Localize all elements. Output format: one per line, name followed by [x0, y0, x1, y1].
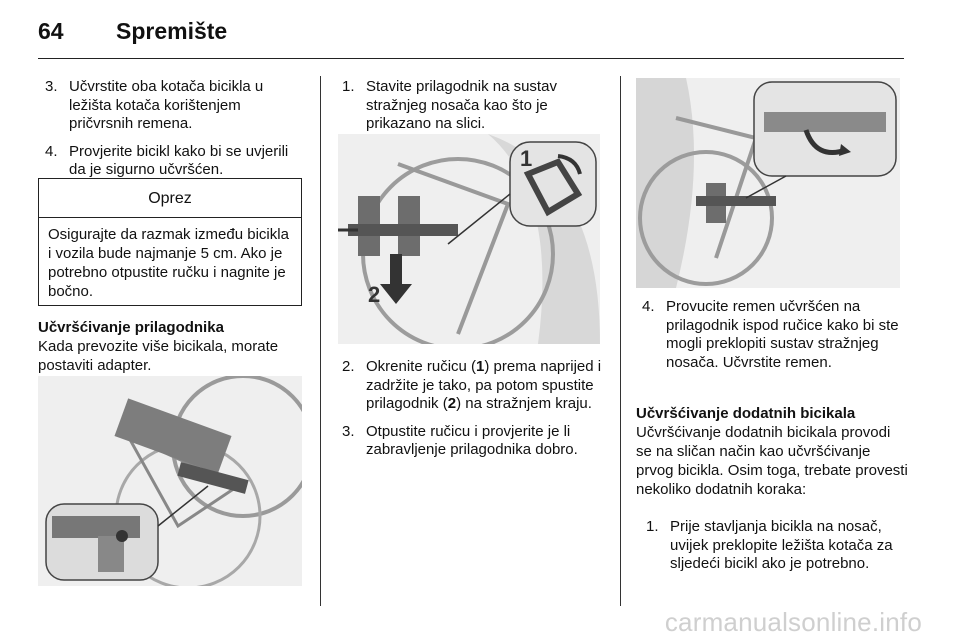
- column-separator-2: [620, 76, 621, 606]
- col2-steps-a: [342, 78, 604, 143]
- caution-box: [38, 178, 302, 306]
- list-item: 4. Provjerite bicikl kako bi se uvjerili da je sigurno učvršćen.: [45, 142, 289, 178]
- list-item: 2. Okrenite ručicu (1) prema naprijed i zadržite je tako, pa potom spustite prilagodnik (2) na stražnjem kraju.: [342, 358, 602, 412]
- list-item: 3. Otpustite ručicu i provjerite je li zabravljenje prilagodnika dobro.: [342, 422, 578, 458]
- list-item: 1. Stavite prilagodnik na sustav stražnjeg nosača kao što je prikazano na slici.: [342, 78, 557, 132]
- watermark: carmanualsonline.info: [664, 607, 922, 637]
- col1-steps: [45, 78, 307, 189]
- caution-title: Oprez: [39, 179, 301, 218]
- col3-steps-b: [646, 518, 908, 583]
- illustration-adapter-mount: [338, 134, 600, 344]
- figure-label-1: 1: [520, 146, 533, 171]
- list-item: 1. Prije stavljanja bicikla na nosač, uvijek preklopite ležišta kotača za sljedeći bicikl ako je potrebno.: [646, 518, 893, 572]
- col2-steps-b: [342, 358, 604, 469]
- column-separator-1: [320, 76, 321, 606]
- header-rule: [38, 58, 904, 59]
- col3-steps-a: [642, 298, 904, 381]
- caution-text: Osigurajte da razmak između bicikla i vozila bude najmanje 5 cm. Ako je potrebno otpustite ručku i nagnite je bočno.: [48, 226, 289, 300]
- section-text-adapter: Kada prevozite više bicikala, morate postaviti adapter.: [38, 338, 279, 374]
- figure-label-2: 2: [368, 282, 381, 307]
- page-title: Spremište: [116, 18, 228, 44]
- section-heading-additional-bikes: Učvršćivanje dodatnih bicikala: [636, 405, 856, 422]
- list-item: 4. Provucite remen učvršćen na prilagodnik ispod ručice kako bi ste mogli preklopiti sustav stražnjeg nosača. Učvrstite remen.: [642, 298, 899, 371]
- section-heading-adapter: Učvršćivanje prilagodnika: [38, 319, 224, 336]
- illustration-bike-carrier-detail: [38, 376, 302, 586]
- list-item: 3. Učvrstite oba kotača bicikla u ležišta kotača korištenjem pričvrsnih remena.: [45, 78, 264, 132]
- section-text-additional-bikes: Učvršćivanje dodatnih bicikala provodi se na sličan način kao učvršćivanje prvog bicikla. Osim toga, trebate provesti nekoliko dodatnih koraka:: [636, 424, 908, 498]
- illustration-strap-fastening: [636, 78, 900, 288]
- page-number: 64: [38, 18, 64, 44]
